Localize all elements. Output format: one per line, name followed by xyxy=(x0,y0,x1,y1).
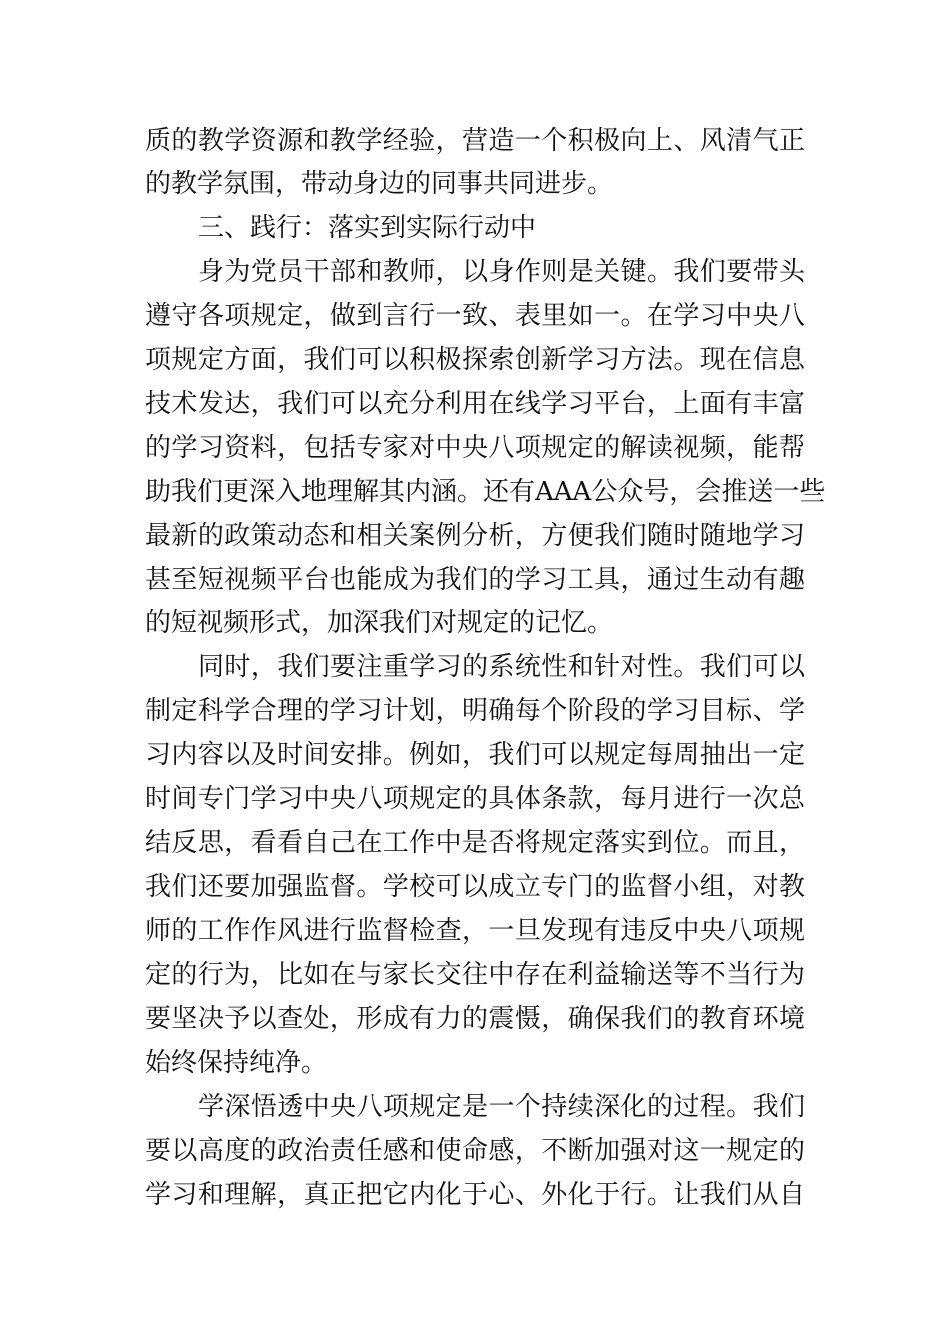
text-line: 身为党员干部和教师，以身作则是关键。我们要带头 xyxy=(198,257,805,287)
text-line: 时间专门学习中央八项规定的具体条款，每月进行一次总 xyxy=(145,784,805,814)
text-line: 学习和理解，真正把它内化于心、外化于行。让我们从自 xyxy=(145,1180,805,1210)
text-line: 最新的政策动态和相关案例分析，方便我们随时随地学习 xyxy=(145,521,805,551)
text-line: 结反思，看看自己在工作中是否将规定落实到位。而且， xyxy=(145,828,805,858)
text-line: 助我们更深入地理解其内涵。还有AAA公众号，会推送一些 xyxy=(145,477,826,507)
text-line: 甚至短视频平台也能成为我们的学习工具，通过生动有趣 xyxy=(145,565,805,595)
text-line: 学深悟透中央八项规定是一个持续深化的过程。我们 xyxy=(198,1092,805,1122)
text-line: 的学习资料，包括专家对中央八项规定的解读视频，能帮 xyxy=(145,433,805,463)
text-line: 遵守各项规定，做到言行一致、表里如一。在学习中央八 xyxy=(145,301,805,331)
text-line: 制定科学合理的学习计划，明确每个阶段的学习目标、学 xyxy=(145,696,805,726)
text-line: 始终保持纯净。 xyxy=(145,1048,328,1078)
text-line: 要以高度的政治责任感和使命感，不断加强对这一规定的 xyxy=(145,1136,805,1166)
text-line: 我们还要加强监督。学校可以成立专门的监督小组，对教 xyxy=(145,872,805,902)
section-heading: 三、践行：落实到实际行动中 xyxy=(198,213,537,243)
text-line: 同时，我们要注重学习的系统性和针对性。我们可以 xyxy=(198,652,805,682)
text-line: 习内容以及时间安排。例如，我们可以规定每周抽出一定 xyxy=(145,740,805,770)
text-line: 的教学氛围，带动身边的同事共同进步。 xyxy=(145,169,614,199)
text-line: 技术发达，我们可以充分利用在线学习平台，上面有丰富 xyxy=(145,389,805,419)
text-line: 要坚决予以查处，形成有力的震慑，确保我们的教育环境 xyxy=(145,1004,805,1034)
text-line: 师的工作作风进行监督检查，一旦发现有违反中央八项规 xyxy=(145,916,805,946)
text-line: 项规定方面，我们可以积极探索创新学习方法。现在信息 xyxy=(145,345,805,375)
text-line: 定的行为，比如在与家长交往中存在利益输送等不当行为 xyxy=(145,960,805,990)
text-line: 质的教学资源和教学经验，营造一个积极向上、风清气正 xyxy=(145,126,805,156)
text-line: 的短视频形式，加深我们对规定的记忆。 xyxy=(145,608,614,638)
